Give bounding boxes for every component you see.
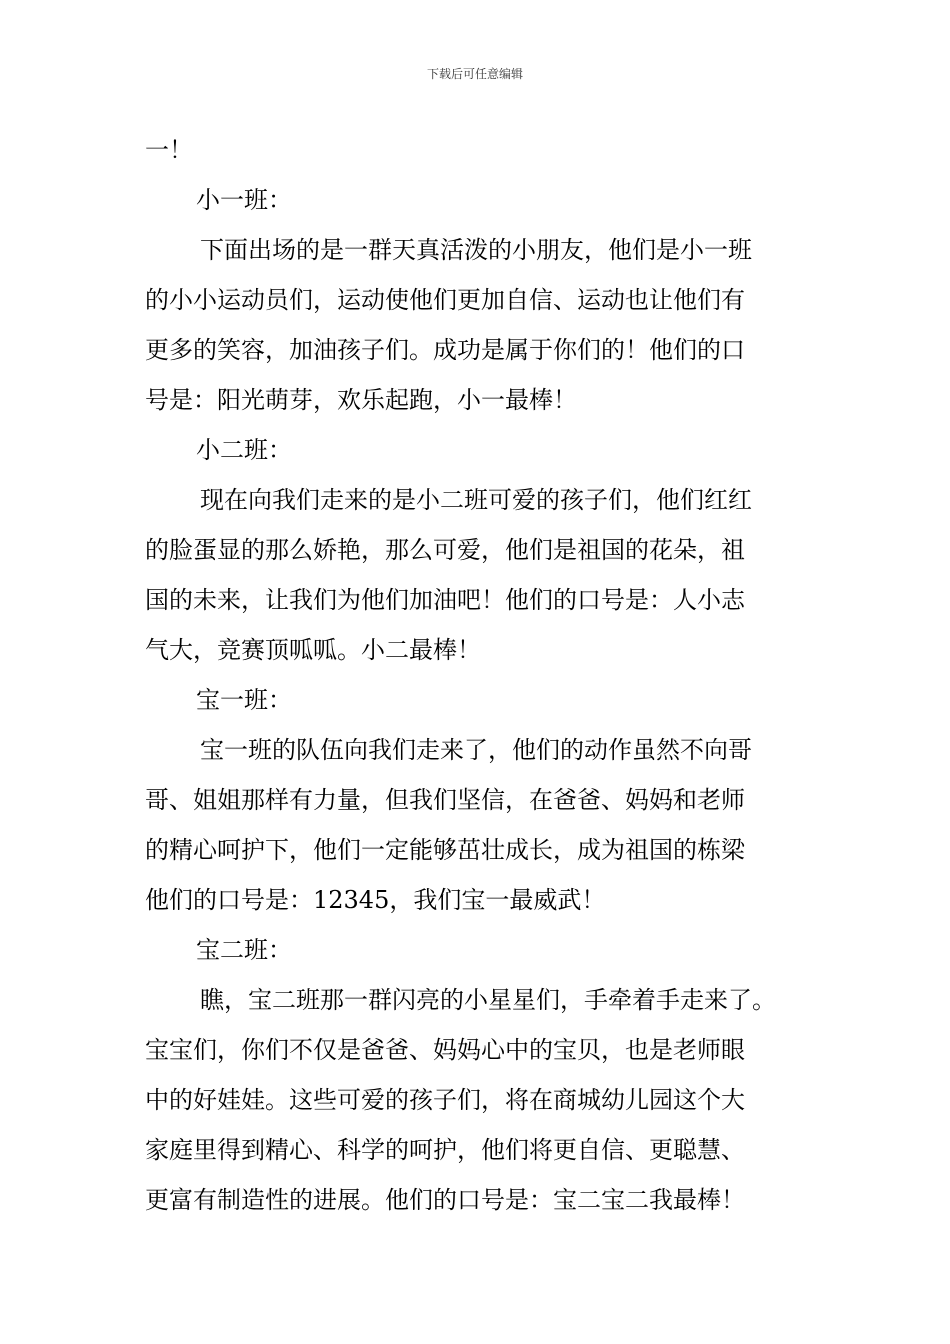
- section-heading-xiaoyiban: 小一班：: [196, 186, 292, 214]
- paragraph-line: 宝一班的队伍向我们走来了，他们的动作虽然不向哥: [200, 736, 752, 764]
- paragraph-line: 中的好娃娃。这些可爱的孩子们，将在商城幼儿园这个大: [145, 1086, 745, 1114]
- paragraph-line: 号是：阳光萌芽，欢乐起跑，小一最棒！: [145, 386, 577, 414]
- paragraph-line: 的脸蛋显的那么娇艳，那么可爱，他们是祖国的花朵，祖: [145, 536, 745, 564]
- paragraph-line: 现在向我们走来的是小二班可爱的孩子们，他们红红: [200, 486, 752, 514]
- section-heading-baoyiban: 宝一班：: [196, 686, 292, 714]
- document-body: [145, 125, 817, 1225]
- paragraph-line: 下面出场的是一群天真活泼的小朋友，他们是小一班: [200, 236, 752, 264]
- paragraph-line: 他们的口号是：12345，我们宝一最威武！: [145, 886, 606, 914]
- paragraph-line: 更多的笑容，加油孩子们。成功是属于你们的！他们的口: [145, 336, 745, 364]
- paragraph-line: 的精心呵护下，他们一定能够茁壮成长，成为祖国的栋梁: [145, 836, 745, 864]
- paragraph-line: 家庭里得到精心、科学的呵护，他们将更自信、更聪慧、: [145, 1136, 745, 1164]
- paragraph-line: 气大，竞赛顶呱呱。小二最棒！: [145, 636, 481, 664]
- paragraph-line: 瞧，宝二班那一群闪亮的小星星们，手牵着手走来了。: [200, 986, 776, 1014]
- paragraph-line: 更富有制造性的进展。他们的口号是：宝二宝二我最棒！: [145, 1186, 745, 1214]
- page-header: 下载后可任意编辑: [426, 67, 523, 81]
- section-heading-baoerban: 宝二班：: [196, 936, 292, 964]
- text-line: 一！: [145, 136, 193, 164]
- paragraph-line: 宝宝们，你们不仅是爸爸、妈妈心中的宝贝，也是老师眼: [145, 1036, 745, 1064]
- paragraph-line: 哥、姐姐那样有力量，但我们坚信，在爸爸、妈妈和老师: [145, 786, 745, 814]
- paragraph-line: 的小小运动员们，运动使他们更加自信、运动也让他们有: [145, 286, 745, 314]
- paragraph-line: 国的未来，让我们为他们加油吧！他们的口号是：人小志: [145, 586, 745, 614]
- section-heading-xiaoerban: 小二班：: [196, 436, 292, 464]
